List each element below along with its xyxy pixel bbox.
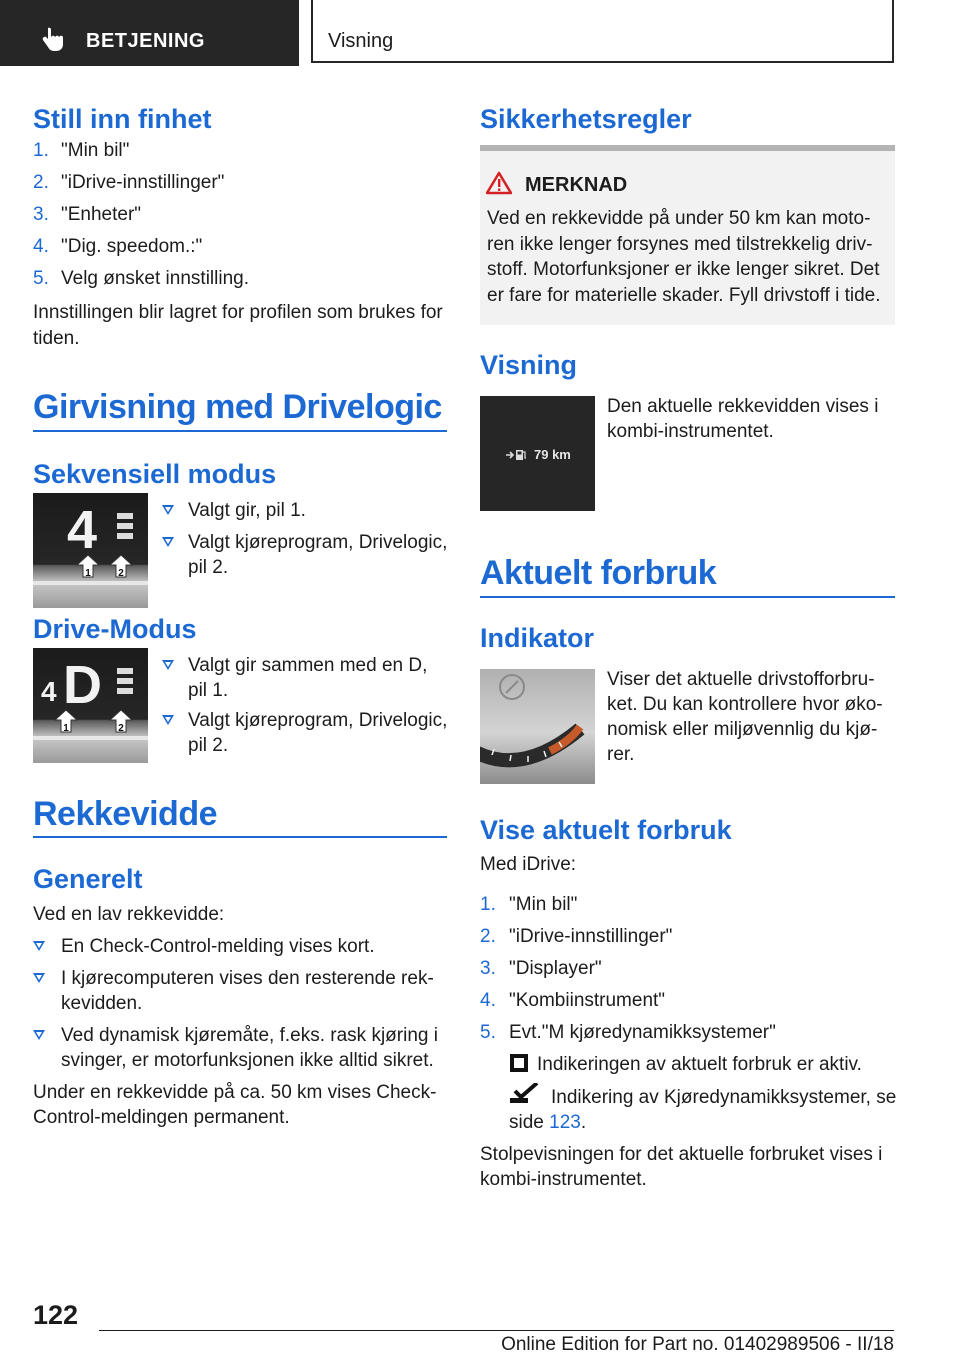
step-number: 2. [480, 926, 496, 947]
bullet-text: pil 2. [188, 735, 229, 756]
chapter-title: Visning [328, 30, 394, 52]
step-text: "Displayer" [509, 958, 602, 979]
range-display-image [480, 396, 595, 511]
consumption-gauge-image [480, 669, 595, 784]
svg-text:1: 1 [63, 723, 69, 734]
step-text: "iDrive-innstillinger" [61, 172, 225, 193]
heading-indikator: Indikator [480, 623, 595, 653]
heading-visning: Visning [480, 350, 578, 380]
page-link[interactable]: 123 [549, 1112, 581, 1133]
heading-sekvensiell: Sekvensiell modus [33, 459, 277, 489]
checkbox-filled-icon [509, 1053, 529, 1073]
step-number: 2. [33, 172, 49, 193]
gear-number: 4 [67, 500, 98, 560]
bullet-text: Ved dynamisk kjøremåte, f.eks. rask kjøring i [61, 1025, 438, 1046]
step-text: "Min bil" [509, 894, 578, 915]
warning-note-bar [480, 145, 895, 151]
bullet-text: Valgt gir, pil 1. [188, 500, 306, 521]
body-text: ket. Du kan kontrollere hvor øko- [607, 694, 883, 715]
bullet-text: kevidden. [61, 993, 143, 1014]
bullet-text: Valgt kjøreprogram, Drivelogic, [188, 710, 448, 731]
heading-still-inn: Still inn finhet [33, 104, 212, 134]
note-label: MERKNAD [525, 174, 628, 196]
step-number: 1. [480, 894, 496, 915]
gear-number-small: 4 [41, 676, 57, 707]
bullet-triangle-icon [162, 537, 174, 547]
step-number: 1. [33, 140, 49, 161]
note-text: er fare for materielle skader. Fyll drivstoff i tide. [487, 285, 881, 306]
body-text: Ved en lav rekkevidde: [33, 904, 225, 925]
step-number: 3. [480, 958, 496, 979]
step-number: 3. [33, 204, 49, 225]
fuel-pump-icon [506, 449, 528, 461]
step-text: "iDrive-innstillinger" [509, 926, 673, 947]
step-number: 5. [480, 1022, 496, 1043]
step-text: "Enheter" [61, 204, 142, 225]
step-text: Evt."M kjøredynamikksystemer" [509, 1022, 776, 1043]
bullet-text: svinger, er motorfunksjonen ikke alltid sikret. [61, 1050, 434, 1071]
heading-vise-aktuelt: Vise aktuelt forbruk [480, 815, 732, 845]
checkmark-icon [509, 1083, 543, 1105]
sequential-gear-display-image [33, 493, 148, 608]
bullet-text: Valgt kjøreprogram, Drivelogic, [188, 532, 448, 553]
heading-generelt: Generelt [33, 864, 143, 894]
step-number: 4. [480, 990, 496, 1011]
section-header [0, 0, 299, 66]
note-text: ren ikke lenger forsynes med tilstrekkelig driv- [487, 234, 873, 255]
drive-mode-display-image [33, 648, 148, 763]
link-suffix: . [580, 1112, 587, 1133]
bullet-text: Valgt gir sammen med en D, [188, 655, 428, 676]
heading-rule [480, 596, 895, 598]
link-prefix: side [509, 1112, 544, 1133]
bullet-text: I kjørecomputeren vises den resterende rek- [61, 968, 434, 989]
edition-note: Online Edition for Part no. 01402989506 - II/18 [501, 1334, 894, 1355]
bullet-triangle-icon [33, 1030, 45, 1040]
heading-rekkevidde: Rekkevidde [33, 795, 217, 833]
warning-triangle-icon [486, 171, 512, 195]
svg-text:2: 2 [118, 568, 124, 579]
heading-girvisning: Girvisning med Drivelogic [33, 388, 442, 426]
body-text: Innstillingen blir lagret for profilen som brukes for [33, 302, 443, 323]
body-text: Indikeringen av aktuelt forbruk er aktiv. [537, 1054, 862, 1075]
bullet-triangle-icon [162, 660, 174, 670]
body-text: Den aktuelle rekkevidden vises i [607, 396, 879, 417]
bullet-text: pil 2. [188, 557, 229, 578]
body-text: kombi-instrumentet. [480, 1169, 647, 1190]
bullet-triangle-icon [33, 973, 45, 983]
step-number: 5. [33, 268, 49, 289]
bullet-text: pil 1. [188, 680, 229, 701]
bullet-text: En Check-Control-melding vises kort. [61, 936, 375, 957]
step-text: "Kombiinstrument" [509, 990, 666, 1011]
note-text: stoff. Motorfunksjoner er ikke lenger sikret. Det [487, 259, 880, 280]
svg-text:1: 1 [85, 568, 91, 579]
bullet-triangle-icon [33, 941, 45, 951]
body-text: Viser det aktuelle drivstofforbru- [607, 669, 875, 690]
body-text: Indikering av Kjøredynamikksystemer, se [551, 1087, 897, 1108]
note-text: Ved en rekkevidde på under 50 km kan moto- [487, 208, 871, 229]
page-number: 122 [33, 1300, 79, 1330]
body-text: tiden. [33, 328, 80, 349]
step-text: "Dig. speedom.:" [61, 236, 203, 257]
section-title: BETJENING [86, 30, 205, 52]
body-text: Med iDrive: [480, 854, 577, 875]
svg-text:2: 2 [118, 723, 124, 734]
body-text: Under en rekkevidde på ca. 50 km vises Check- [33, 1082, 437, 1103]
step-text: "Min bil" [61, 140, 130, 161]
chapter-tab [311, 0, 894, 63]
range-readout: 79 km [534, 447, 571, 462]
heading-aktuelt-forbruk: Aktuelt forbruk [480, 554, 717, 592]
gear-letter: D [63, 655, 102, 715]
heading-rule [33, 430, 447, 432]
footer-rule [99, 1330, 894, 1331]
body-text: Control-meldingen permanent. [33, 1107, 290, 1128]
step-text: Velg ønsket innstilling. [61, 268, 249, 289]
body-text: rer. [607, 744, 635, 765]
hand-pointer-icon [40, 26, 66, 52]
heading-drive-modus: Drive-Modus [33, 614, 197, 644]
step-number: 4. [33, 236, 49, 257]
body-text: Stolpevisningen for det aktuelle forbruket vises i [480, 1144, 883, 1165]
heading-rule [33, 836, 447, 838]
body-text: kombi-instrumentet. [607, 421, 774, 442]
heading-sikkerhetsregler: Sikkerhetsregler [480, 104, 692, 134]
bullet-triangle-icon [162, 715, 174, 725]
body-text: nomisk eller miljøvennlig du kjø- [607, 719, 878, 740]
bullet-triangle-icon [162, 505, 174, 515]
body-text [509, 1110, 586, 1135]
